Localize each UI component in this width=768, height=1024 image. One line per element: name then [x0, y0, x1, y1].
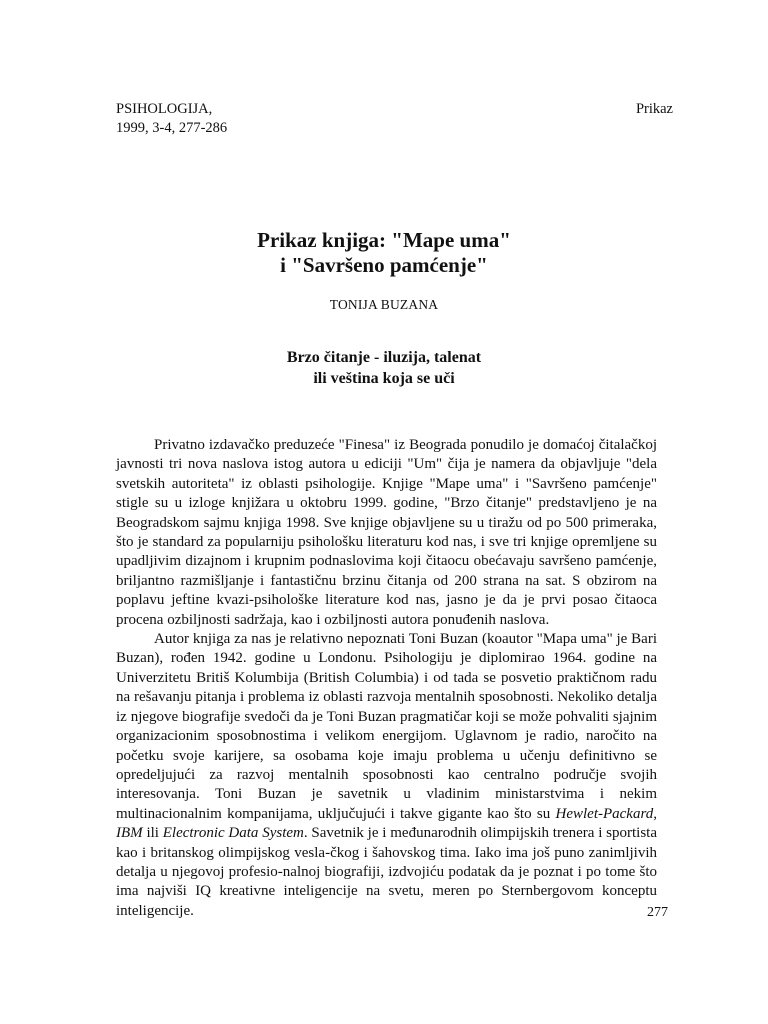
company-hewlet-packard: Hewlet-Packard — [555, 805, 654, 822]
company-eds: Electronic Data System — [162, 825, 304, 842]
company-ibm: IBM — [116, 825, 143, 842]
separator: , — [653, 805, 657, 822]
article-body — [116, 436, 657, 921]
article-title — [0, 228, 768, 278]
section-label: Prikaz — [635, 101, 673, 117]
separator: ili — [142, 825, 163, 842]
journal-header — [116, 100, 227, 138]
title-line-2: i "Savršeno pamćenje" — [280, 253, 488, 277]
paragraph-1: Privatno izdavačko preduzeće "Finesa" iz Beograda ponudilo je domaćoj čitalačkoj javnosti tri nova naslova istog autora u ediciji "Um" čija je namera da objavljuje "dela svetskih autoriteta" iz oblasti psihologije. Knjige "Mape uma" i "Savršeno pamćenje" stigle su u izloge knjižara u oktobru 1999. godine, "Brzo čitanje" predstavljeno je na Beogradskom sajmu knjiga 1998. Sve knjige objavljene su u tiražu od po 500 primeraka, što je standard za popularniju psihološku literaturu kod nas, i sve tri knjige opremljene su upadljivim dizajnom i krupnim podnaslovima koji čitaocu obećavaju savršeno pamćenje, briljantno razmišljanje i fantastičnu brzinu čitanja od 200 strana na sat. S obzirom na poplavu jeftine kvazi-psihološke literature kod nas, jasno je da je prvi posao čitaoca procena ozbiljnosti sadržaja, kao i ozbiljnosti autora ponuđenih naslova. — [116, 437, 657, 628]
journal-citation: 1999, 3-4, 277-286 — [116, 120, 228, 136]
title-line-1: Prikaz knjiga: "Mape uma" — [257, 228, 511, 252]
paragraph-2-text-a: Autor knjiga za nas je relativno nepoznati Toni Buzan (koautor "Mapa uma" je Bari Buzan), rođen 1942. godine u Londonu. Psihologiju je diplomirao 1964. godine na Univerzitetu Britiš Kolumbija (British Columbia) i od tada se posvetio praktičnom radu na rešavanju pitanja i problema iz oblasti razvoja mentalnih sposobnosti. Nekoliko detalja iz njegove biografije svedoči da je Toni Buzan pragmatičar koji se može pohvaliti sjajnim organizacionim sposobnostima i velikom energijom. Uglavnom je radio, naročito na početku svoje karijere, sa osobama koje imaju problema u učenju definitivno se opredeljujući za razvoj mentalnih sposobnosti kao centralno područje svojih interesovanja. Toni Buzan je savetnik u vladinim ministarstvima i nekim multinacionalnim kompanijama, uključujući i takve gigante kao što su — [116, 631, 657, 822]
page-number: 277 — [647, 905, 668, 920]
paragraph-2 — [116, 630, 657, 921]
journal-name: PSIHOLOGIJA, — [116, 101, 213, 117]
article-author: TONIJA BUZANA — [329, 297, 439, 312]
subtitle-line-2: ili veština koja se uči — [313, 370, 455, 387]
paragraph-2-text-b: . Savetnik je i međunarodnih olimpijskih trenera i sportista kao i britanskog olimpijskog vesla-čkog i šahovskog tima. Iako ima još puno zanimljivih detalja u njegovoj profesio-nalnoj biografiji, izdvojiću podatak da je poznat i po tome što ima najviši IQ kreativne inteligencije na svetu, meren po Sternbergovom konceptu inteligencije. — [116, 825, 657, 919]
article-subtitle — [0, 347, 768, 389]
subtitle-line-1: Brzo čitanje - iluzija, talenat — [286, 349, 482, 366]
